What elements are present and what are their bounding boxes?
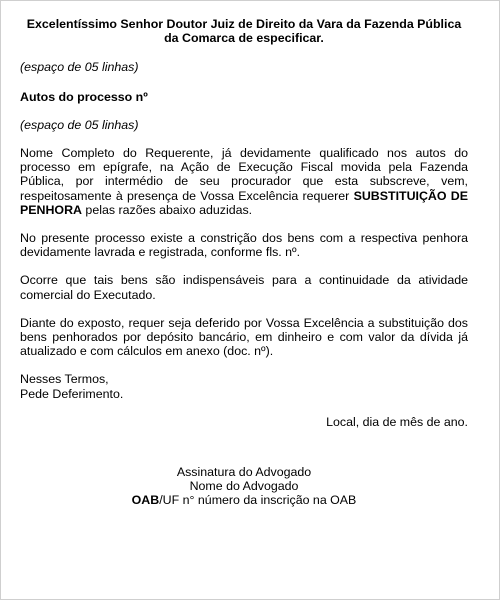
- space-note-1: (espaço de 05 linhas): [20, 60, 139, 75]
- signature-line: Assinatura do Advogado: [176, 465, 312, 480]
- paragraph-request: [20, 146, 468, 217]
- paragraph-constriction: No presente processo existe a constrição dos bens com a respectiva penhora devidamente lavrada e registrada, conforme fls. nº.: [20, 231, 468, 260]
- oab-line: [20, 493, 468, 507]
- place-date: Local, dia de mês de ano.: [326, 414, 468, 429]
- space-note-2: (espaço de 05 linhas): [20, 117, 139, 132]
- paragraph-request-intro: Nome Completo do Requerente, já devidamente qualificado nos autos do processo em epígrafe, na Ação de Execução Fiscal movida pela Fazenda Pública, por intermédio de seu procurador que esta subscreve, vem, respeitosamente à presença de Vossa Excelência requerer: [20, 146, 468, 203]
- paragraph-conclusion: Diante do exposto, requer seja deferido por Vossa Excelência a substituição dos bens penhorados por depósito bancário, em dinheiro e com valor da dívida já atualizado e com cálculos em anexo (doc. nº).: [20, 315, 468, 359]
- document-page: [20, 17, 468, 508]
- paragraph-request-highlight: SUBSTITUIÇÃO DE PENHORA: [20, 188, 468, 217]
- lawyer-name: Nome do Advogado: [189, 479, 299, 494]
- oab-label: OAB: [131, 493, 160, 508]
- paragraph-indispensable: Ocorre que tais bens são indispensáveis para a continuidade da atividade comercial do Executado.: [20, 273, 468, 302]
- oab-registration: /UF n° número da inscrição na OAB: [159, 493, 357, 508]
- document-heading: Excelentíssimo Senhor Doutor Juiz de Direito da Vara da Fazenda Pública da Comarca de especificar.: [26, 17, 462, 46]
- paragraph-request-end: pelas razões abaixo aduzidas.: [85, 202, 253, 217]
- signature-block: [20, 465, 468, 508]
- closing-terms: Nesses Termos,: [20, 372, 109, 387]
- process-label: Autos do processo nº: [20, 89, 148, 104]
- closing-deferment: Pede Deferimento.: [20, 386, 124, 401]
